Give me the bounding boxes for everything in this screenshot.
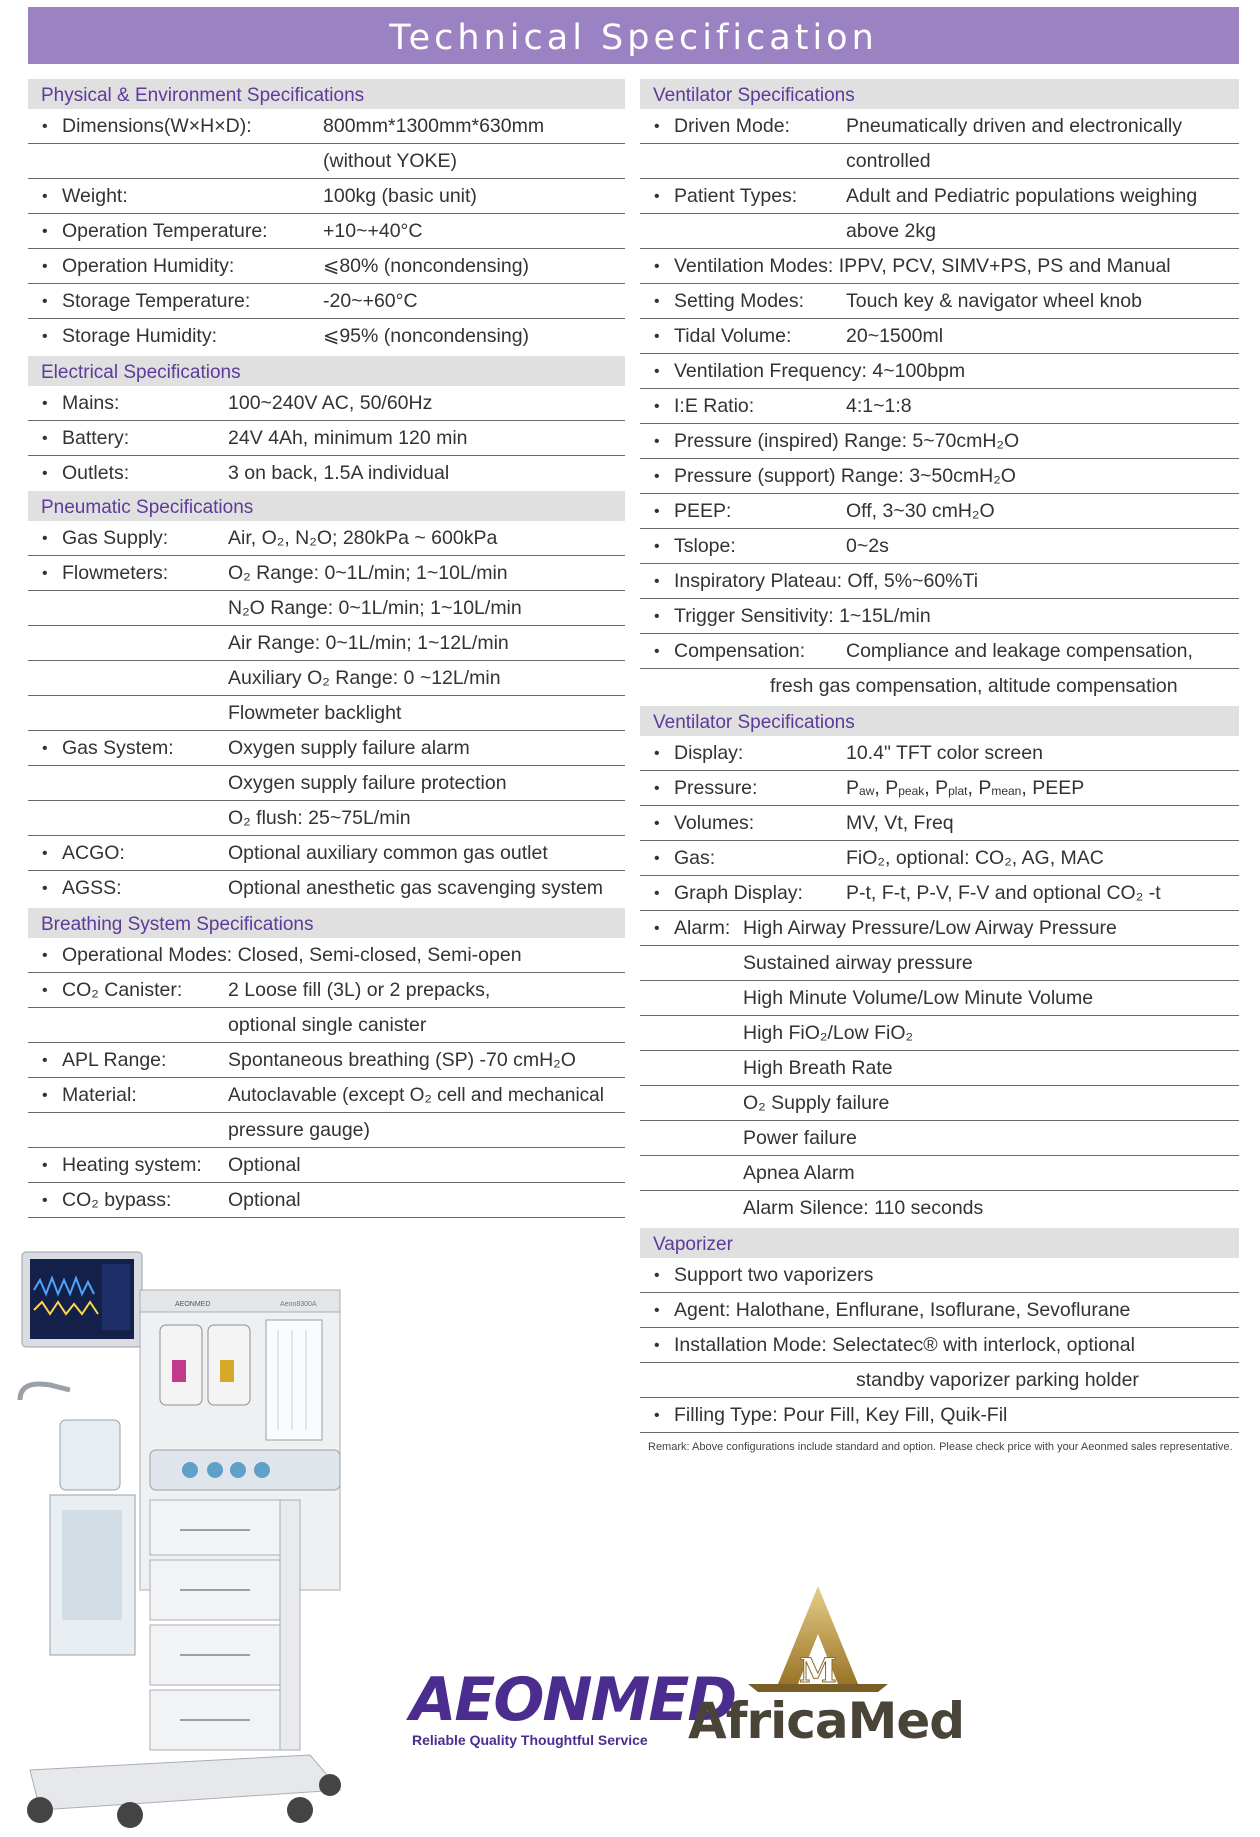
spec-row-gas: • Gas: FiO₂, optional: CO₂, AG, MAC <box>640 841 1239 876</box>
machine-brand-label: AEONMED <box>175 1301 211 1308</box>
spec-row-vap-install-cont <box>640 1363 1239 1398</box>
spec-label: Battery: <box>62 427 130 449</box>
spec-row-volumes: • Volumes: MV, Vt, Freq <box>640 806 1239 841</box>
spec-value: Optional <box>228 1154 301 1176</box>
machine-model-label: Aeon8300A <box>280 1301 317 1308</box>
spec-row-tidal: • Tidal Volume: 20~1500ml <box>640 319 1239 354</box>
section-heading-pneumatic: Pneumatic Specifications <box>28 491 625 521</box>
spec-value: O₂ Supply failure <box>743 1092 890 1114</box>
spec-row-compensation: • Compensation: Compliance and leakage compensation, <box>640 634 1239 669</box>
spec-row-display: • Display: 10.4" TFT color screen <box>640 736 1239 771</box>
spec-value: Ventilation Modes: IPPV, PCV, SIMV+PS, PS and Manual <box>674 255 1171 277</box>
spec-label: Operation Humidity: <box>62 255 235 277</box>
spec-label: Tslope: <box>674 535 736 557</box>
spec-row-apl: • APL Range: Spontaneous breathing (SP) -70 cmH₂O <box>28 1043 625 1078</box>
spec-row-flowmeters: • Flowmeters: O₂ Range: 0~1L/min; 1~10L/min <box>28 556 625 591</box>
spec-row-heating: • Heating system: Optional <box>28 1148 625 1183</box>
spec-row-peep: • PEEP: Off, 3~30 cmH₂O <box>640 494 1239 529</box>
spec-row-storage-temp: • Storage Temperature: -20~+60°C <box>28 284 625 319</box>
spec-row-flowmeters-cont <box>28 661 625 696</box>
spec-row-gas-system-cont <box>28 766 625 801</box>
spec-label: ACGO: <box>62 842 125 864</box>
spec-label: Graph Display: <box>674 882 803 904</box>
spec-value: 20~1500ml <box>846 325 944 347</box>
spec-row-p-inspired: • Pressure (inspired) Range: 5~70cmH₂O <box>640 424 1239 459</box>
spec-value: ⩽80% (noncondensing) <box>323 255 530 277</box>
spec-row-op-temp: • Operation Temperature: +10~+40°C <box>28 214 625 249</box>
spec-value: Compliance and leakage compensation, <box>846 640 1193 662</box>
spec-row-plateau: • Inspiratory Plateau: Off, 5%~60%Ti <box>640 564 1239 599</box>
spec-value: Optional auxiliary common gas outlet <box>228 842 548 864</box>
spec-label: Gas System: <box>62 737 174 759</box>
spec-label: Setting Modes: <box>674 290 805 312</box>
spec-value: 24V 4Ah, minimum 120 min <box>228 427 468 449</box>
spec-row-agss: • AGSS: Optional anesthetic gas scavenging system <box>28 871 625 908</box>
spec-label: Storage Temperature: <box>62 290 251 312</box>
spec-value: Inspiratory Plateau: Off, 5%~60%Ti <box>674 570 979 592</box>
spec-label: APL Range: <box>62 1049 167 1071</box>
right-column <box>640 79 1239 1455</box>
spec-row-bypass: • CO₂ bypass: Optional <box>28 1183 625 1218</box>
spec-row-vap-filling: • Filling Type: Pour Fill, Key Fill, Quik-Fil <box>640 1398 1239 1433</box>
spec-row-alarm-cont <box>640 1191 1239 1228</box>
spec-row-storage-humidity: • Storage Humidity: ⩽95% (noncondensing) <box>28 319 625 356</box>
spec-label: Outlets: <box>62 462 130 484</box>
spec-value: Trigger Sensitivity: 1~15L/min <box>674 605 931 627</box>
spec-row-op-humidity: • Operation Humidity: ⩽80% (noncondensing) <box>28 249 625 284</box>
spec-label: CO₂ Canister: <box>62 979 183 1001</box>
section-heading-breathing: Breathing System Specifications <box>28 908 625 938</box>
spec-row-compensation-cont <box>640 669 1239 706</box>
spec-value: 0~2s <box>846 535 889 557</box>
spec-row-setting: • Setting Modes: Touch key & navigator wheel knob <box>640 284 1239 319</box>
africamed-wordmark: AfricaMed <box>688 1692 965 1750</box>
spec-row-canister-cont <box>28 1008 625 1043</box>
spec-value: Off, 3~30 cmH₂O <box>846 500 995 522</box>
spec-label: Display: <box>674 742 744 764</box>
spec-row-flowmeters-cont <box>28 591 625 626</box>
spec-row-driven: • Driven Mode: Pneumatically driven and electronically <box>640 109 1239 144</box>
spec-value: above 2kg <box>846 220 936 242</box>
left-column <box>28 79 625 1218</box>
spec-row-alarm-cont <box>640 1051 1239 1086</box>
spec-value: Flowmeter backlight <box>228 702 402 724</box>
spec-row-patient-cont <box>640 214 1239 249</box>
remark-note: Remark: Above configurations include standard and option. Please check price with your Aeonmed sales representative. <box>648 1441 1233 1453</box>
spec-value: (without YOKE) <box>323 150 458 172</box>
spec-row-alarm-cont <box>640 946 1239 981</box>
spec-row-driven-cont <box>640 144 1239 179</box>
spec-value: 10.4" TFT color screen <box>846 742 1043 764</box>
spec-row-alarm-cont <box>640 1016 1239 1051</box>
spec-label: Driven Mode: <box>674 115 790 137</box>
spec-value: Support two vaporizers <box>674 1264 874 1286</box>
spec-value: Adult and Pediatric populations weighing <box>846 185 1198 207</box>
spec-label: Alarm: <box>674 917 731 939</box>
spec-label: Volumes: <box>674 812 755 834</box>
spec-row-flowmeters-cont <box>28 626 625 661</box>
africamed-mark: M <box>799 1651 837 1691</box>
spec-row-vap-install: • Installation Mode: Selectatec® with interlock, optional <box>640 1328 1239 1363</box>
spec-label: Storage Humidity: <box>62 325 217 347</box>
spec-row-alarm-cont <box>640 1156 1239 1191</box>
spec-label: Operational Modes: Closed, Semi-closed, Semi-open <box>62 944 522 966</box>
spec-label: Dimensions(W×H×D): <box>62 115 252 137</box>
section-heading-monitor: Ventilator Specifications <box>640 706 1239 736</box>
spec-label: Patient Types: <box>674 185 798 207</box>
spec-value: -20~+60°C <box>323 290 418 312</box>
spec-value: Filling Type: Pour Fill, Key Fill, Quik-Fil <box>674 1404 1008 1426</box>
spec-value: Power failure <box>743 1127 857 1149</box>
spec-row-modes: • Operational Modes: Closed, Semi-closed, Semi-open <box>28 938 625 973</box>
spec-value: Agent: Halothane, Enflurane, Isoflurane, Sevoflurane <box>674 1299 1131 1321</box>
spec-row-gas-supply: • Gas Supply: Air, O₂, N₂O; 280kPa ~ 600kPa <box>28 521 625 556</box>
spec-row-ie: • I:E Ratio: 4:1~1:8 <box>640 389 1239 424</box>
spec-value: P-t, F-t, P-V, F-V and optional CO₂ -t <box>846 882 1161 904</box>
section-heading-vaporizer: Vaporizer <box>640 1228 1239 1258</box>
spec-value: Ventilation Frequency: 4~100bpm <box>674 360 966 382</box>
spec-value: 100kg (basic unit) <box>323 185 477 207</box>
spec-row-alarm-cont <box>640 1086 1239 1121</box>
spec-row-mains: • Mains: 100~240V AC, 50/60Hz <box>28 386 625 421</box>
spec-value: Apnea Alarm <box>743 1162 855 1184</box>
spec-value: Autoclavable (except O₂ cell and mechanical <box>228 1085 604 1106</box>
spec-row-dimensions: • Dimensions(W×H×D): 800mm*1300mm*630mm <box>28 109 625 144</box>
spec-value: optional single canister <box>228 1014 427 1036</box>
spec-value: standby vaporizer parking holder <box>856 1369 1139 1391</box>
spec-row-flowmeters-cont <box>28 696 625 731</box>
spec-value: High FiO₂/Low FiO₂ <box>743 1022 914 1044</box>
spec-row-vap-support: • Support two vaporizers <box>640 1258 1239 1293</box>
spec-value: Air Range: 0~1L/min; 1~12L/min <box>228 632 509 654</box>
spec-label: Compensation: <box>674 640 806 662</box>
spec-value: FiO₂, optional: CO₂, AG, MAC <box>846 847 1104 869</box>
spec-value: Pressure (support) Range: 3~50cmH₂O <box>674 465 1016 487</box>
spec-label: Mains: <box>62 392 120 414</box>
spec-row-alarm-cont <box>640 1121 1239 1156</box>
spec-value: Auxiliary O₂ Range: 0 ~12L/min <box>228 667 501 689</box>
section-heading-physical: Physical & Environment Specifications <box>28 79 625 109</box>
spec-label: Heating system: <box>62 1154 202 1176</box>
spec-value: pressure gauge) <box>228 1119 371 1141</box>
spec-label: Flowmeters: <box>62 562 169 584</box>
spec-value: Optional anesthetic gas scavenging system <box>228 877 604 899</box>
spec-value: O₂ Range: 0~1L/min; 1~10L/min <box>228 562 508 584</box>
spec-value-pressure-params: $P_{aw}$, $P_{peak}$, $P_{plat}$, $P_{mean}$, PEEP <box>846 777 1085 799</box>
spec-row-tslope: • Tslope: 0~2s <box>640 529 1239 564</box>
spec-row-battery: • Battery: 24V 4Ah, minimum 120 min <box>28 421 625 456</box>
spec-value: Spontaneous breathing (SP) -70 cmH₂O <box>228 1049 576 1071</box>
africamed-logo <box>688 1584 965 1754</box>
anesthesia-machine-image <box>10 1250 370 1830</box>
spec-value: 3 on back, 1.5A individual <box>228 462 450 484</box>
spec-value: Pressure (inspired) Range: 5~70cmH₂O <box>674 430 1020 452</box>
spec-row-vap-agent: • Agent: Halothane, Enflurane, Isoflurane, Sevoflurane <box>640 1293 1239 1328</box>
spec-label: PEEP: <box>674 500 732 522</box>
section-heading-electrical: Electrical Specifications <box>28 356 625 386</box>
spec-value: Sustained airway pressure <box>743 952 973 974</box>
spec-row-dimensions-cont <box>28 144 625 179</box>
spec-value: Installation Mode: Selectatec® with interlock, optional <box>674 1334 1135 1356</box>
spec-label: Weight: <box>62 185 128 207</box>
spec-value: N₂O Range: 0~1L/min; 1~10L/min <box>228 597 522 619</box>
spec-label: AGSS: <box>62 877 122 899</box>
spec-label: Gas: <box>674 847 716 869</box>
spec-value: MV, Vt, Freq <box>846 812 954 834</box>
spec-row-patient: • Patient Types: Adult and Pediatric populations weighing <box>640 179 1239 214</box>
spec-row-pressure: • Pressure: $P_{aw}$, $P_{peak}$, $P_{plat}$, $P_{mean}$, PEEP <box>640 771 1239 806</box>
spec-value: 4:1~1:8 <box>846 395 912 417</box>
section-heading-ventilator: Ventilator Specifications <box>640 79 1239 109</box>
spec-row-alarm: • Alarm: High Airway Pressure/Low Airway Pressure <box>640 911 1239 946</box>
spec-label: Pressure: <box>674 777 758 799</box>
spec-row-trigger: • Trigger Sensitivity: 1~15L/min <box>640 599 1239 634</box>
spec-value: Alarm Silence: 110 seconds <box>743 1197 984 1219</box>
spec-label: Operation Temperature: <box>62 220 268 242</box>
spec-value: Oxygen supply failure protection <box>228 772 507 794</box>
spec-value: High Minute Volume/Low Minute Volume <box>743 987 1094 1009</box>
spec-row-acgo: • ACGO: Optional auxiliary common gas outlet <box>28 836 625 871</box>
spec-label: I:E Ratio: <box>674 395 755 417</box>
spec-row-gas-system: • Gas System: Oxygen supply failure alarm <box>28 731 625 766</box>
spec-value: High Airway Pressure/Low Airway Pressure <box>743 917 1117 939</box>
spec-row-weight: • Weight: 100kg (basic unit) <box>28 179 625 214</box>
aeonmed-tagline: Reliable Quality Thoughtful Service <box>412 1732 648 1748</box>
spec-row-gas-system-cont <box>28 801 625 836</box>
spec-value: ⩽95% (noncondensing) <box>323 325 530 347</box>
spec-value: +10~+40°C <box>323 220 423 242</box>
spec-value: 2 Loose fill (3L) or 2 prepacks, <box>228 979 491 1001</box>
spec-label: CO₂ bypass: <box>62 1189 172 1211</box>
spec-value: controlled <box>846 150 931 172</box>
spec-label: Gas Supply: <box>62 527 169 549</box>
spec-row-material-cont <box>28 1113 625 1148</box>
spec-row-vent-modes: • Ventilation Modes: IPPV, PCV, SIMV+PS, PS and Manual <box>640 249 1239 284</box>
spec-value: Optional <box>228 1189 301 1211</box>
spec-value: Pneumatically driven and electronically <box>846 115 1183 137</box>
spec-row-alarm-cont <box>640 981 1239 1016</box>
spec-row-p-support: • Pressure (support) Range: 3~50cmH₂O <box>640 459 1239 494</box>
spec-row-outlets: • Outlets: 3 on back, 1.5A individual <box>28 456 625 491</box>
spec-value: fresh gas compensation, altitude compensation <box>770 675 1178 697</box>
spec-label: Tidal Volume: <box>674 325 792 347</box>
spec-value: High Breath Rate <box>743 1057 893 1079</box>
spec-value: Touch key & navigator wheel knob <box>846 290 1142 312</box>
spec-label: Material: <box>62 1084 137 1106</box>
spec-value: 100~240V AC, 50/60Hz <box>228 392 433 414</box>
spec-value: O₂ flush: 25~75L/min <box>228 807 411 829</box>
spec-row-graph: • Graph Display: P-t, F-t, P-V, F-V and optional CO₂ -t <box>640 876 1239 911</box>
spec-row-canister: • CO₂ Canister: 2 Loose fill (3L) or 2 prepacks, <box>28 973 625 1008</box>
aeonmed-wordmark: AEONMED <box>410 1665 736 1735</box>
spec-value: Oxygen supply failure alarm <box>228 737 470 759</box>
title-banner <box>28 7 1239 64</box>
aeonmed-logo <box>410 1665 736 1758</box>
spec-value: Air, O₂, N₂O; 280kPa ~ 600kPa <box>228 527 498 549</box>
africamed-emblem <box>688 1584 948 1694</box>
spec-row-material: • Material: Autoclavable (except O₂ cell and mechanical <box>28 1078 625 1113</box>
spec-value: 800mm*1300mm*630mm <box>323 115 545 137</box>
spec-row-frequency: • Ventilation Frequency: 4~100bpm <box>640 354 1239 389</box>
page-title: Technical Specification <box>389 18 878 58</box>
